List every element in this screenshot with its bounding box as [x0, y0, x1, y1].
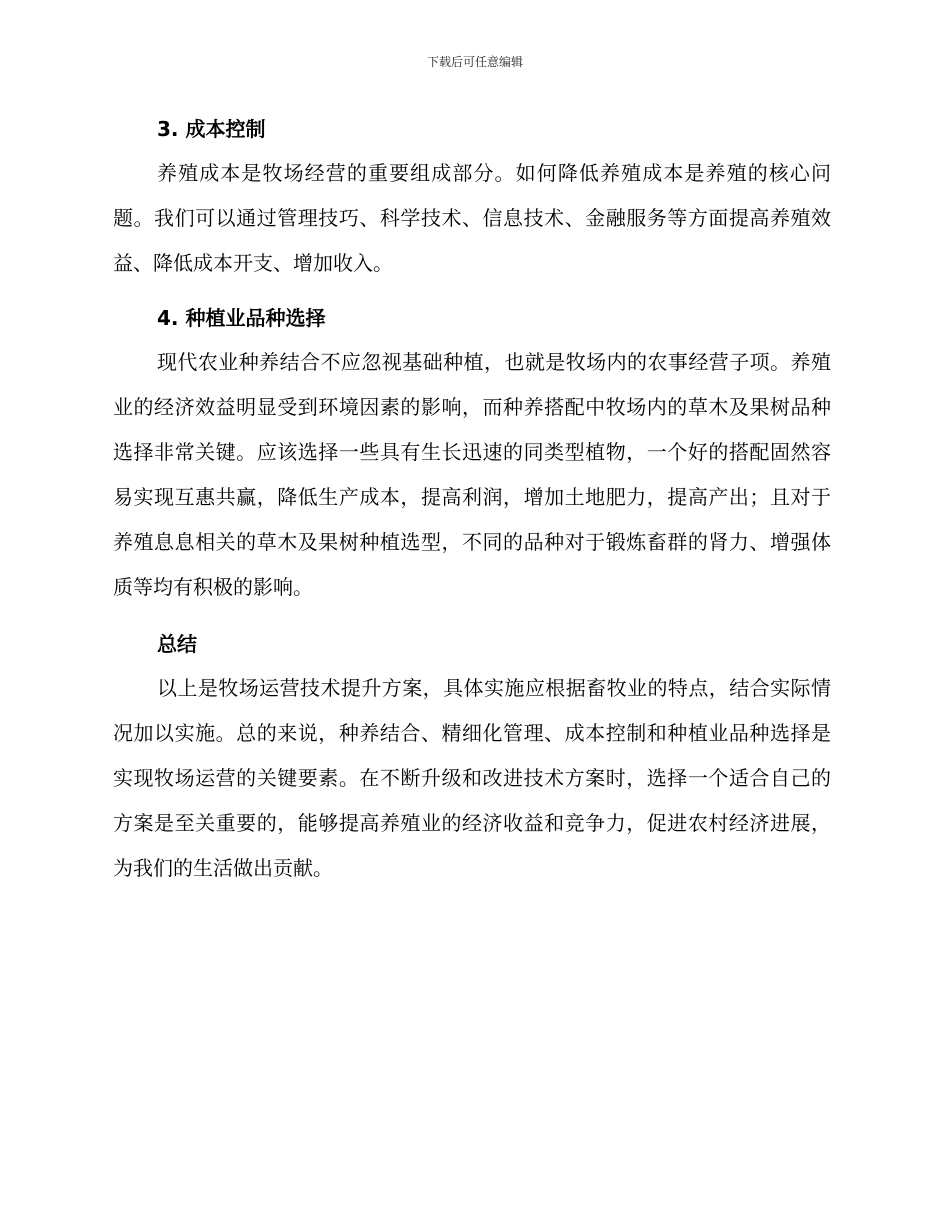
page-header: 下载后可任意编辑 [426, 55, 523, 69]
section-heading-cost-control: 3. 成本控制 [157, 117, 266, 141]
section-heading-crop-variety-selection: 4. 种植业品种选择 [157, 306, 326, 330]
paragraph-cost-control: 养殖成本是牧场经营的重要组成部分。如何降低养殖成本是养殖的核心问题。我们可以通过管理技巧、科学技术、信息技术、金融服务等方面提高养殖效益、降低成本开支、增加收入。 [113, 161, 831, 275]
paragraph-summary: 以上是牧场运营技术提升方案，具体实施应根据畜牧业的特点，结合实际情况加以实施。总的来说，种养结合、精细化管理、成本控制和种植业品种选择是实现牧场运营的关键要素。在不断升级和改进技术方案时，选择一个适合自己的方案是至关重要的，能够提高养殖业的经济收益和竞争力，促进农村经济进展，为我们的生活做出贡献。 [113, 676, 831, 880]
paragraph-crop-variety-selection: 现代农业种养结合不应忽视基础种植，也就是牧场内的农事经营子项。养殖业的经济效益明显受到环境因素的影响，而种养搭配中牧场内的草木及果树品种选择非常关键。应该选择一些具有生长迅速的同类型植物，一个好的搭配固然容易实现互惠共赢，降低生产成本，提高利润，增加土地肥力，提高产出；且对于养殖息息相关的草木及果树种植选型，不同的品种对于锻炼畜群的肾力、增强体质等均有积极的影响。 [113, 350, 831, 599]
section-heading-summary: 总结 [157, 632, 197, 656]
document-body [113, 107, 831, 903]
